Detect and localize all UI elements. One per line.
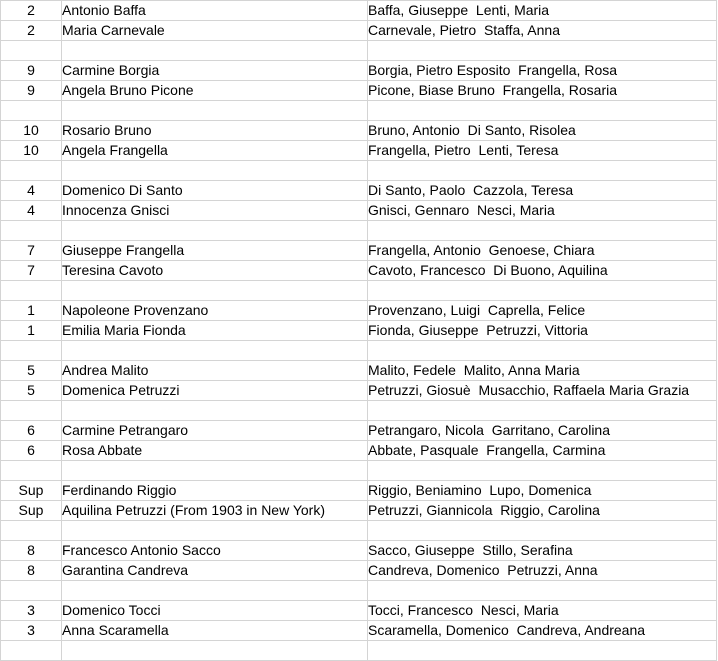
cell-name[interactable] (62, 461, 368, 481)
cell-num[interactable]: 3 (1, 621, 62, 641)
cell-name[interactable] (62, 281, 368, 301)
cell-parents[interactable] (368, 521, 717, 541)
spacer-row (1, 581, 717, 601)
table-row (1, 141, 717, 161)
table-row (1, 481, 717, 501)
cell-parents[interactable] (368, 41, 717, 61)
table-row (1, 261, 717, 281)
cell-parents[interactable] (368, 161, 717, 181)
cell-num[interactable]: 9 (1, 81, 62, 101)
cell-parents[interactable]: Petrangaro, Nicola Garritano, Carolina (368, 421, 717, 441)
table-row (1, 301, 717, 321)
cell-num[interactable] (1, 641, 62, 661)
cell-name[interactable] (62, 401, 368, 421)
cell-parents[interactable]: Carnevale, Pietro Staffa, Anna (368, 21, 717, 41)
cell-name[interactable]: Angela Bruno Picone (62, 81, 368, 101)
cell-name[interactable]: Aquilina Petruzzi (From 1903 in New York) (62, 501, 368, 521)
cell-parents[interactable]: Riggio, Beniamino Lupo, Domenica (368, 481, 717, 501)
cell-num[interactable] (1, 41, 62, 61)
cell-name[interactable]: Domenica Petruzzi (62, 381, 368, 401)
cell-parents[interactable]: Candreva, Domenico Petruzzi, Anna (368, 561, 717, 581)
cell-num[interactable] (1, 281, 62, 301)
cell-num[interactable]: 8 (1, 561, 62, 581)
table-row (1, 1, 717, 21)
cell-parents[interactable] (368, 101, 717, 121)
cell-name[interactable] (62, 101, 368, 121)
cell-name[interactable]: Innocenza Gnisci (62, 201, 368, 221)
cell-parents[interactable]: Frangella, Pietro Lenti, Teresa (368, 141, 717, 161)
table-row (1, 361, 717, 381)
cell-num[interactable]: 4 (1, 201, 62, 221)
cell-num[interactable]: 1 (1, 301, 62, 321)
spacer-row (1, 41, 717, 61)
cell-parents[interactable]: Tocci, Francesco Nesci, Maria (368, 601, 717, 621)
cell-name[interactable] (62, 41, 368, 61)
cell-num[interactable]: Sup (1, 501, 62, 521)
spacer-row (1, 101, 717, 121)
table-row (1, 321, 717, 341)
cell-name[interactable]: Domenico Tocci (62, 601, 368, 621)
cell-parents[interactable]: Fionda, Giuseppe Petruzzi, Vittoria (368, 321, 717, 341)
cell-parents[interactable]: Malito, Fedele Malito, Anna Maria (368, 361, 717, 381)
cell-parents[interactable] (368, 461, 717, 481)
cell-num[interactable]: 5 (1, 361, 62, 381)
cell-num[interactable]: 1 (1, 321, 62, 341)
cell-name[interactable] (62, 341, 368, 361)
cell-name[interactable]: Domenico Di Santo (62, 181, 368, 201)
cell-name[interactable] (62, 641, 368, 661)
cell-parents[interactable] (368, 281, 717, 301)
cell-parents[interactable] (368, 581, 717, 601)
cell-num[interactable] (1, 581, 62, 601)
table-row (1, 181, 717, 201)
table-row (1, 541, 717, 561)
cell-parents[interactable]: Di Santo, Paolo Cazzola, Teresa (368, 181, 717, 201)
cell-name[interactable]: Andrea Malito (62, 361, 368, 381)
spacer-row (1, 161, 717, 181)
table-row (1, 121, 717, 141)
cell-name[interactable] (62, 221, 368, 241)
table-row (1, 421, 717, 441)
cell-num[interactable] (1, 521, 62, 541)
cell-num[interactable]: 9 (1, 61, 62, 81)
cell-num[interactable]: 6 (1, 421, 62, 441)
cell-name[interactable]: Angela Frangella (62, 141, 368, 161)
cell-num[interactable]: 3 (1, 601, 62, 621)
cell-parents[interactable]: Frangella, Antonio Genoese, Chiara (368, 241, 717, 261)
cell-name[interactable]: Carmine Petrangaro (62, 421, 368, 441)
cell-name[interactable]: Maria Carnevale (62, 21, 368, 41)
cell-name[interactable]: Teresina Cavoto (62, 261, 368, 281)
cell-name[interactable] (62, 521, 368, 541)
table-row (1, 381, 717, 401)
cell-parents[interactable] (368, 221, 717, 241)
cell-name[interactable]: Rosa Abbate (62, 441, 368, 461)
table-row (1, 621, 717, 641)
cell-num[interactable] (1, 101, 62, 121)
cell-parents[interactable]: Abbate, Pasquale Frangella, Carmina (368, 441, 717, 461)
table-row (1, 21, 717, 41)
cell-num[interactable] (1, 221, 62, 241)
cell-parents[interactable]: Picone, Biase Bruno Frangella, Rosaria (368, 81, 717, 101)
cell-num[interactable]: 10 (1, 121, 62, 141)
cell-name[interactable]: Garantina Candreva (62, 561, 368, 581)
table-row (1, 81, 717, 101)
cell-parents[interactable] (368, 341, 717, 361)
cell-name[interactable]: Anna Scaramella (62, 621, 368, 641)
spacer-row (1, 461, 717, 481)
cell-num[interactable] (1, 341, 62, 361)
cell-num[interactable] (1, 161, 62, 181)
cell-parents[interactable]: Provenzano, Luigi Caprella, Felice (368, 301, 717, 321)
cell-name[interactable]: Giuseppe Frangella (62, 241, 368, 261)
spacer-row (1, 641, 717, 661)
cell-parents[interactable]: Petruzzi, Giosuè Musacchio, Raffaela Maria Grazia (368, 381, 717, 401)
cell-parents[interactable]: Borgia, Pietro Esposito Frangella, Rosa (368, 61, 717, 81)
table-row (1, 501, 717, 521)
cell-name[interactable]: Emilia Maria Fionda (62, 321, 368, 341)
cell-num[interactable]: 8 (1, 541, 62, 561)
table-row (1, 561, 717, 581)
cell-parents[interactable]: Cavoto, Francesco Di Buono, Aquilina (368, 261, 717, 281)
table-row (1, 601, 717, 621)
cell-name[interactable]: Antonio Baffa (62, 1, 368, 21)
table-row (1, 441, 717, 461)
cell-num[interactable] (1, 461, 62, 481)
cell-parents[interactable]: Baffa, Giuseppe Lenti, Maria (368, 1, 717, 21)
cell-name[interactable]: Rosario Bruno (62, 121, 368, 141)
spacer-row (1, 221, 717, 241)
cell-parents[interactable]: Petruzzi, Giannicola Riggio, Carolina (368, 501, 717, 521)
cell-num[interactable]: 7 (1, 261, 62, 281)
cell-parents[interactable]: Scaramella, Domenico Candreva, Andreana (368, 621, 717, 641)
cell-num[interactable]: 4 (1, 181, 62, 201)
spacer-row (1, 521, 717, 541)
table-row (1, 201, 717, 221)
cell-num[interactable]: 5 (1, 381, 62, 401)
cell-name[interactable]: Ferdinando Riggio (62, 481, 368, 501)
table-row (1, 61, 717, 81)
cell-num[interactable]: 7 (1, 241, 62, 261)
cell-num[interactable]: 2 (1, 1, 62, 21)
cell-name[interactable] (62, 581, 368, 601)
cell-num[interactable]: 2 (1, 21, 62, 41)
cell-parents[interactable]: Gnisci, Gennaro Nesci, Maria (368, 201, 717, 221)
cell-num[interactable]: 10 (1, 141, 62, 161)
cell-num[interactable]: Sup (1, 481, 62, 501)
spacer-row (1, 341, 717, 361)
spacer-row (1, 401, 717, 421)
cell-name[interactable] (62, 161, 368, 181)
cell-name[interactable]: Carmine Borgia (62, 61, 368, 81)
cell-num[interactable] (1, 401, 62, 421)
cell-parents[interactable]: Sacco, Giuseppe Stillo, Serafina (368, 541, 717, 561)
cell-name[interactable]: Napoleone Provenzano (62, 301, 368, 321)
cell-num[interactable]: 6 (1, 441, 62, 461)
cell-parents[interactable] (368, 641, 717, 661)
cell-parents[interactable]: Bruno, Antonio Di Santo, Risolea (368, 121, 717, 141)
spacer-row (1, 281, 717, 301)
table-row (1, 241, 717, 261)
cell-name[interactable]: Francesco Antonio Sacco (62, 541, 368, 561)
cell-parents[interactable] (368, 401, 717, 421)
